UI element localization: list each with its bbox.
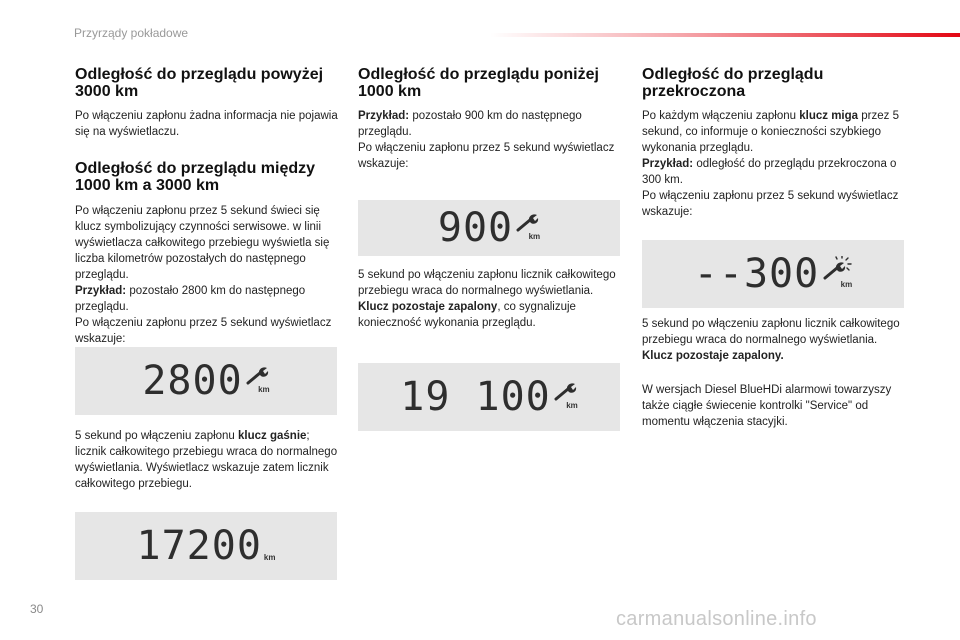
display-900 [358,200,620,256]
wrench-icon [554,381,578,401]
unit-label: km [840,279,853,289]
display-value: 2800 [142,358,243,404]
page-number: 30 [30,602,44,616]
unit-label: km [263,553,276,562]
heading-under-1000: Odległość do przeglądu poniżej 1000 km [358,66,599,100]
section-title: Przyrządy pokładowe [74,26,189,40]
header-accent-line [490,33,960,37]
text-1000-3000: Po włączeniu zapłonu przez 5 sekund świeci się klucz symbolizujący czynności serwisowe. w linii wyświetlacza całkowitego przebiegu wyświetla się liczba kilometrów pozostałych do następnego przeglądu. Przykład: pozostało 2800 km do następnego przeglądu. Po włączeniu zapłonu przez 5 sekund wyświetlacz wskazuje: [75,205,332,345]
heading-over-3000: Odległość do przeglądu powyżej 3000 km [75,66,324,100]
display-2800 [75,347,337,415]
unit-label: km [566,400,578,410]
heading-exceeded: Odległość do przeglądu przekroczona [642,66,824,100]
unit-label: km [528,231,541,241]
display-value: 17200 [136,523,262,569]
display-value: 900 [437,205,514,251]
watermark: carmanualsonline.info [616,608,817,630]
text-exceeded: Po każdym włączeniu zapłonu klucz miga przez 5 sekund, co informuje o konieczności szybkiego wykonania przeglądu. Przykład: odległość do przeglądu przekroczona o 300 km. Po włączeniu zapłonu przez 5 sekund wyświetlacz wskazuje: [642,110,899,218]
heading-1000-3000: Odległość do przeglądu między 1000 km a 3000 km [75,160,316,194]
display-value: 19 100 [400,374,551,420]
text-over-3000: Po włączeniu zapłonu żadna informacja nie pojawia się na wyświetlaczu. [75,110,338,138]
wrench-icon [246,365,270,385]
column-under-1000 [358,66,620,172]
text-bluehdi-note: W wersjach Diesel BlueHDi alarmowi towarzyszy także ciągłe świecenie kontrolki "Service" od momentu włączenia stacyjki. [642,384,892,428]
display-17200 [75,512,337,580]
display-value: --300 [693,251,820,297]
text-key-off: 5 sekund po włączeniu zapłonu klucz gaśnie; licznik całkowitego przebiegu wraca do normalnego wyświetlania. Wyświetlacz wskazuje zatem licznik całkowitego przebiegu. [75,430,338,490]
display-minus-300 [642,240,904,308]
wrench-icon [516,212,540,232]
display-19100 [358,363,620,431]
text-under-1000: Przykład: pozostało 900 km do następnego przeglądu. Po włączeniu zapłonu przez 5 sekund wyświetlacz wskazuje: [358,110,615,170]
blinking-wrench-icon [822,256,852,280]
text-key-stays-on-exceeded: 5 sekund po włączeniu zapłonu licznik całkowitego przebiegu wraca do normalnego wyświetlania. Klucz pozostaje zapalony. [642,318,900,362]
column-over-3000 [75,66,345,347]
unit-label: km [258,384,270,394]
column-exceeded [642,66,904,220]
text-key-stays-on: 5 sekund po włączeniu zapłonu licznik całkowitego przebiegu wraca do normalnego wyświetlania. Klucz pozostaje zapalony, co sygnalizuje konieczność wykonania przeglądu. [358,269,616,329]
